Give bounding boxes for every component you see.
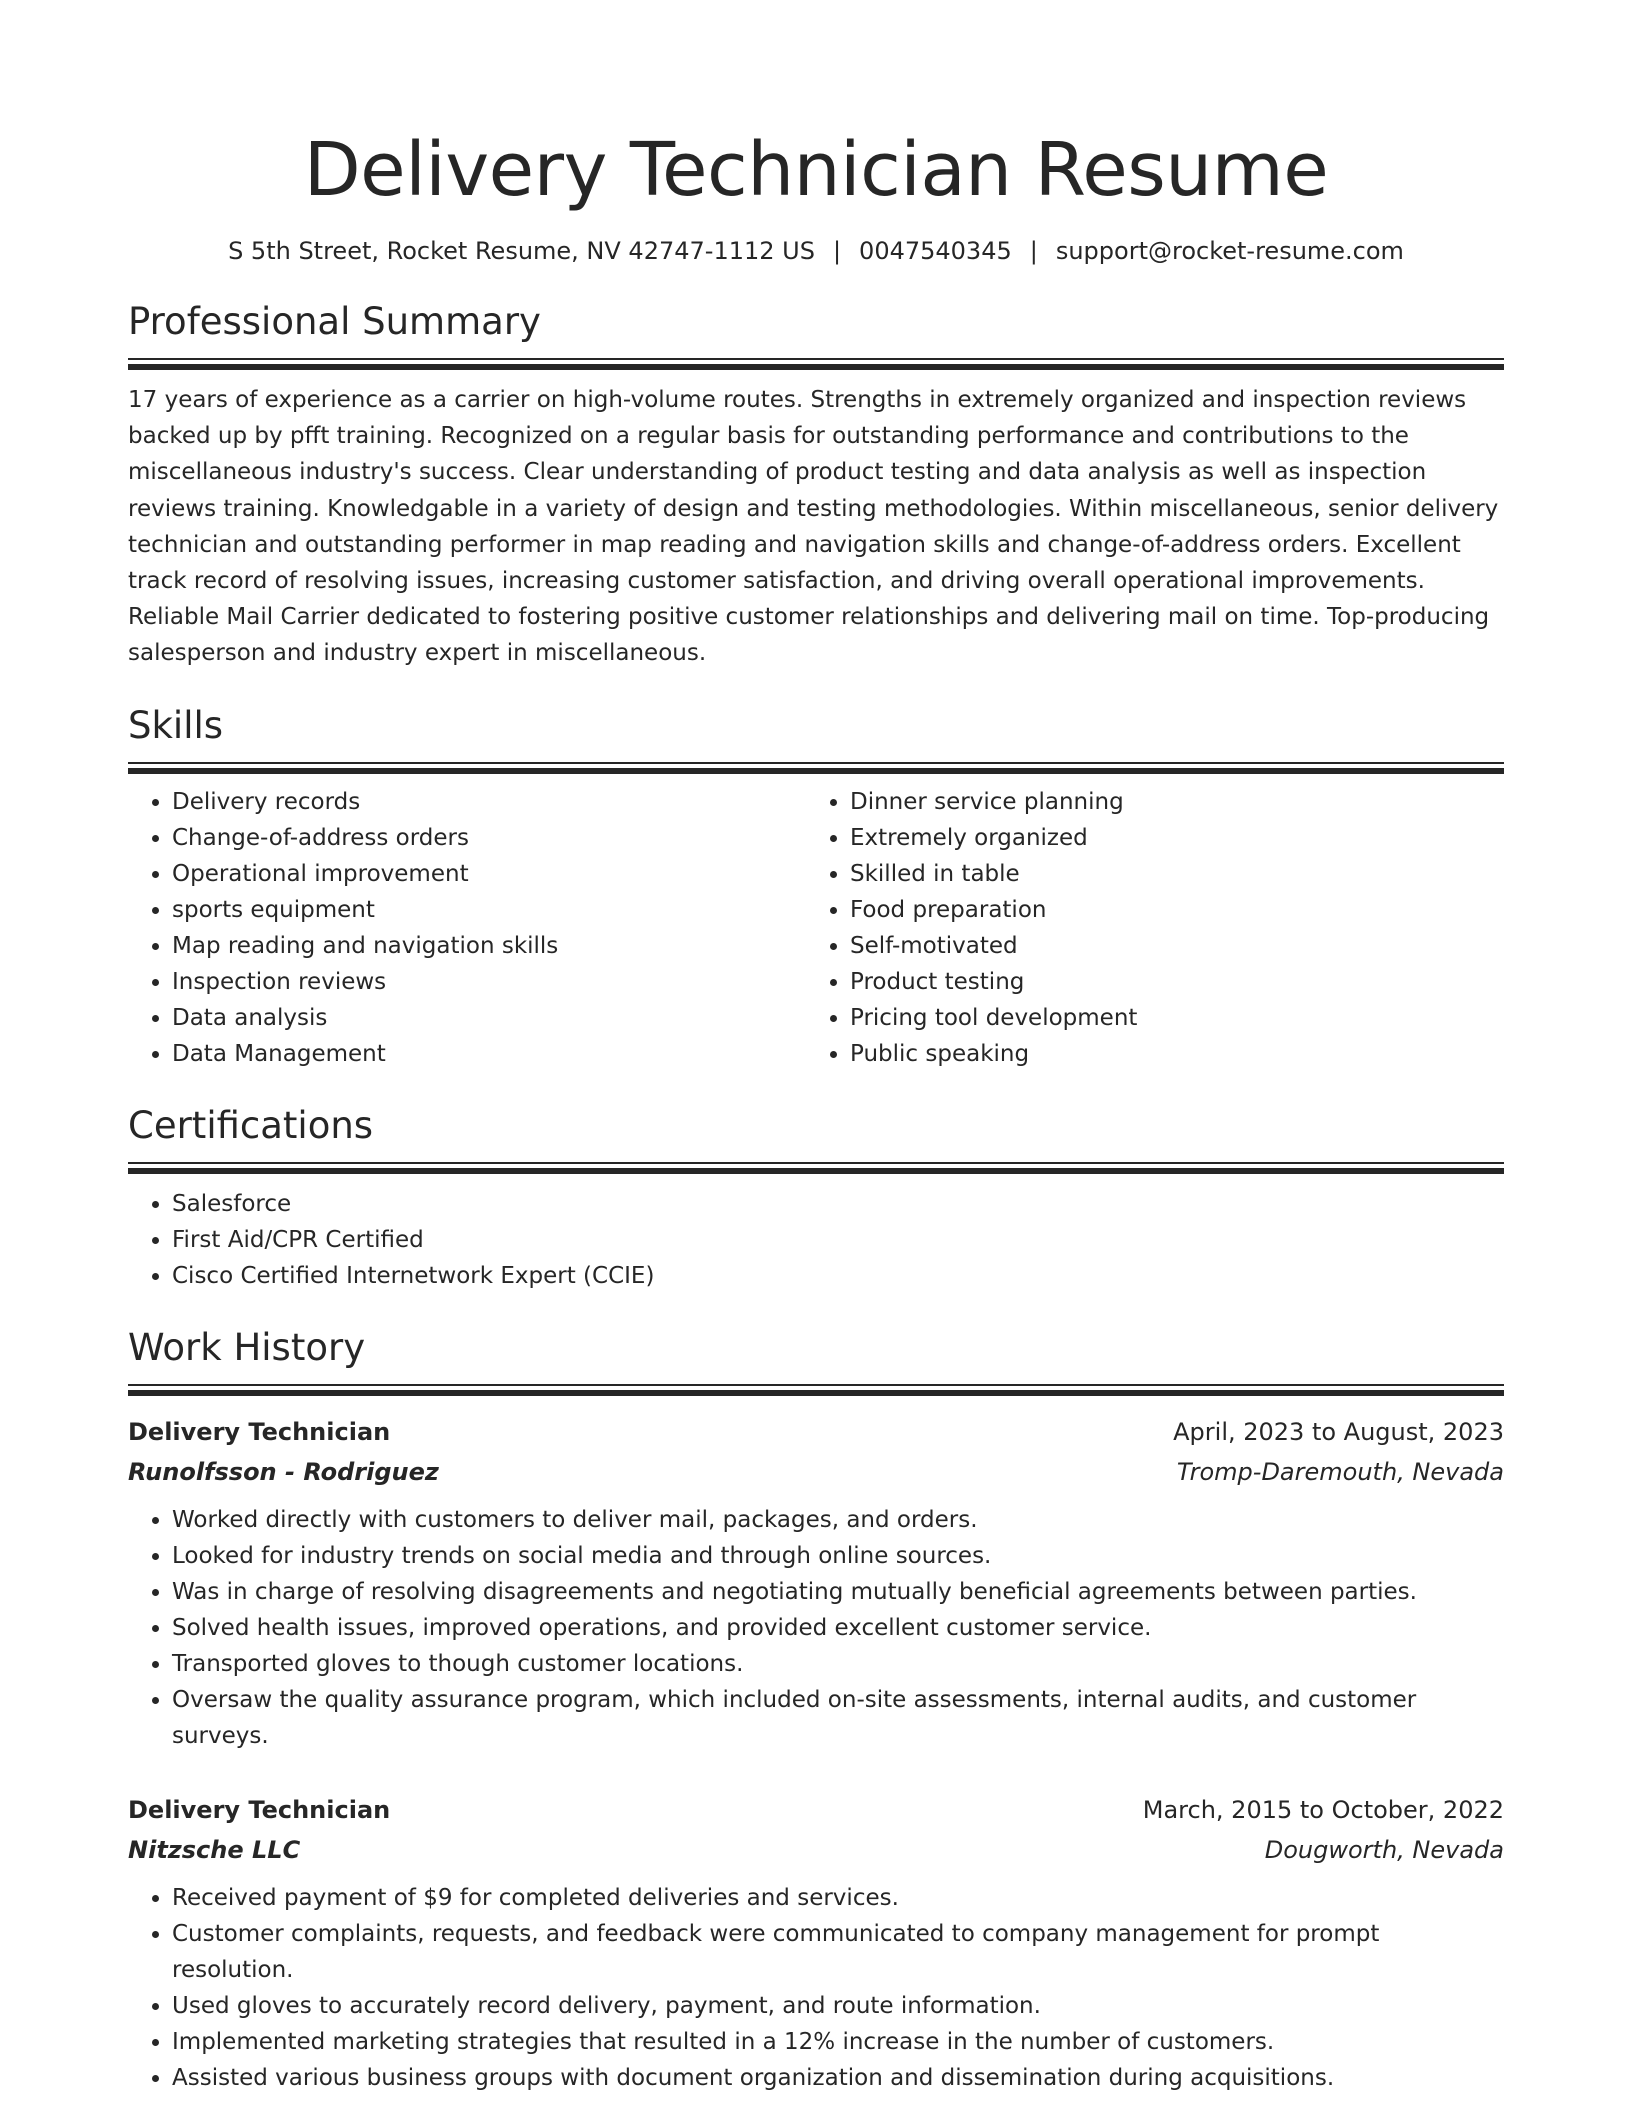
skills-list-right — [806, 784, 1484, 1072]
summary-heading: Professional Summary — [128, 300, 541, 343]
contact-email: support@rocket-resume.com — [1055, 237, 1404, 265]
skill-item: • Data analysis — [172, 1000, 806, 1036]
job-duties-list — [128, 1880, 1504, 2096]
job-company: Nitzsche LLC — [128, 1835, 301, 1864]
job-location: Dougworth, Nevada — [1264, 1835, 1504, 1864]
section-divider — [128, 1162, 1504, 1174]
summary-text: 17 years of experience as a carrier on high-volume routes. Strengths in extremely organized and inspection reviews backed up by pfft training. Recognized on a regular basis for outstanding performance and contributions to the miscellaneous industry's success. Clear understanding of product testing and data analysis as well as inspection reviews training. Knowledgable in a variety of design and testing methodologies. Within miscellaneous, senior delivery technician and outstanding performer in map reading and navigation skills and change-of-address orders. Excellent track record of resolving issues, increasing customer satisfaction, and driving overall operational improvements. Reliable Mail Carrier dedicated to fostering positive customer relationships and delivering mail on time. Top-producing salesperson and industry expert in miscellaneous. — [128, 387, 1499, 667]
certification-item: • First Aid/CPR Certified — [172, 1222, 1504, 1258]
skill-item: • Operational improvement — [172, 856, 806, 892]
certifications-section — [128, 1100, 1504, 1294]
job-duty: • Was in charge of resolving disagreements and negotiating mutually beneficial agreements between parties. — [172, 1574, 1504, 1610]
job-entry — [128, 1412, 1504, 1754]
job-company: Runolfsson - Rodriguez — [128, 1457, 439, 1486]
section-divider — [128, 1384, 1504, 1396]
skill-item: • Dinner service planning — [850, 784, 1484, 820]
skills-grid — [128, 784, 1504, 1072]
job-duty: • Solved health issues, improved operations, and provided excellent customer service. — [172, 1610, 1504, 1646]
skill-item: • Data Management — [172, 1036, 806, 1072]
job-location: Tromp-Daremouth, Nevada — [1176, 1457, 1504, 1486]
skill-item: • Food preparation — [850, 892, 1484, 928]
skill-item: • Inspection reviews — [172, 964, 806, 1000]
job-duty: • Looked for industry trends on social media and through online sources. — [172, 1538, 1504, 1574]
skills-section — [128, 700, 1504, 1072]
skill-item: • Pricing tool development — [850, 1000, 1484, 1036]
skills-heading: Skills — [128, 703, 224, 747]
contact-separator: | — [832, 237, 842, 265]
skill-item: • Self-motivated — [850, 928, 1484, 964]
job-entry — [128, 1790, 1504, 2096]
contact-separator: | — [1029, 237, 1038, 265]
skill-item: • Change-of-address orders — [172, 820, 806, 856]
job-duty: • Oversaw the quality assurance program, which included on-site assessments, internal audits, and customer surveys. — [172, 1682, 1504, 1754]
job-duty: • Worked directly with customers to deliver mail, packages, and orders. — [172, 1502, 1504, 1538]
job-duty: • Used gloves to accurately record delivery, payment, and route information. — [172, 1988, 1504, 2024]
skill-item: • Skilled in table — [850, 856, 1484, 892]
skill-item: • Product testing — [850, 964, 1484, 1000]
job-duty: • Implemented marketing strategies that resulted in a 12% increase in the number of customers. — [172, 2024, 1504, 2060]
section-divider — [128, 358, 1504, 370]
job-duty: • Assisted various business groups with document organization and dissemination during acquisitions. — [172, 2060, 1504, 2096]
resume-page — [128, 118, 1504, 2096]
job-duty: • Transported gloves to though customer locations. — [172, 1646, 1504, 1682]
skills-list-left — [128, 784, 806, 1072]
contact-address: S 5th Street, Rocket Resume, NV 42747-1112 US — [228, 237, 815, 265]
resume-title: Delivery Technician Resume — [303, 127, 1329, 213]
skill-item: • Extremely organized — [850, 820, 1484, 856]
job-title: Delivery Technician — [128, 1795, 391, 1824]
contact-line — [128, 234, 1504, 268]
certifications-heading: Certifications — [128, 1103, 374, 1147]
job-duty: • Received payment of $9 for completed deliveries and services. — [172, 1880, 1504, 1916]
certifications-list — [128, 1186, 1504, 1294]
summary-section — [128, 296, 1504, 672]
skill-item: • Map reading and navigation skills — [172, 928, 806, 964]
contact-phone: 0047540345 — [859, 237, 1012, 265]
skill-item: • Public speaking — [850, 1036, 1484, 1072]
job-title: Delivery Technician — [128, 1417, 391, 1446]
section-divider — [128, 762, 1504, 774]
work-history-section — [128, 1322, 1504, 2096]
job-dates: March, 2015 to October, 2022 — [1142, 1795, 1504, 1824]
skill-item: • Delivery records — [172, 784, 806, 820]
certification-item: • Cisco Certified Internetwork Expert (CCIE) — [172, 1258, 1504, 1294]
skill-item: • sports equipment — [172, 892, 806, 928]
skills-column-left — [128, 784, 806, 1072]
certification-item: • Salesforce — [172, 1186, 1504, 1222]
job-duties-list — [128, 1502, 1504, 1754]
job-duty: • Customer complaints, requests, and feedback were communicated to company management for prompt resolution. — [172, 1916, 1504, 1988]
work-history-heading: Work History — [128, 1325, 366, 1369]
skills-column-right — [806, 784, 1484, 1072]
job-dates: April, 2023 to August, 2023 — [1173, 1417, 1504, 1446]
